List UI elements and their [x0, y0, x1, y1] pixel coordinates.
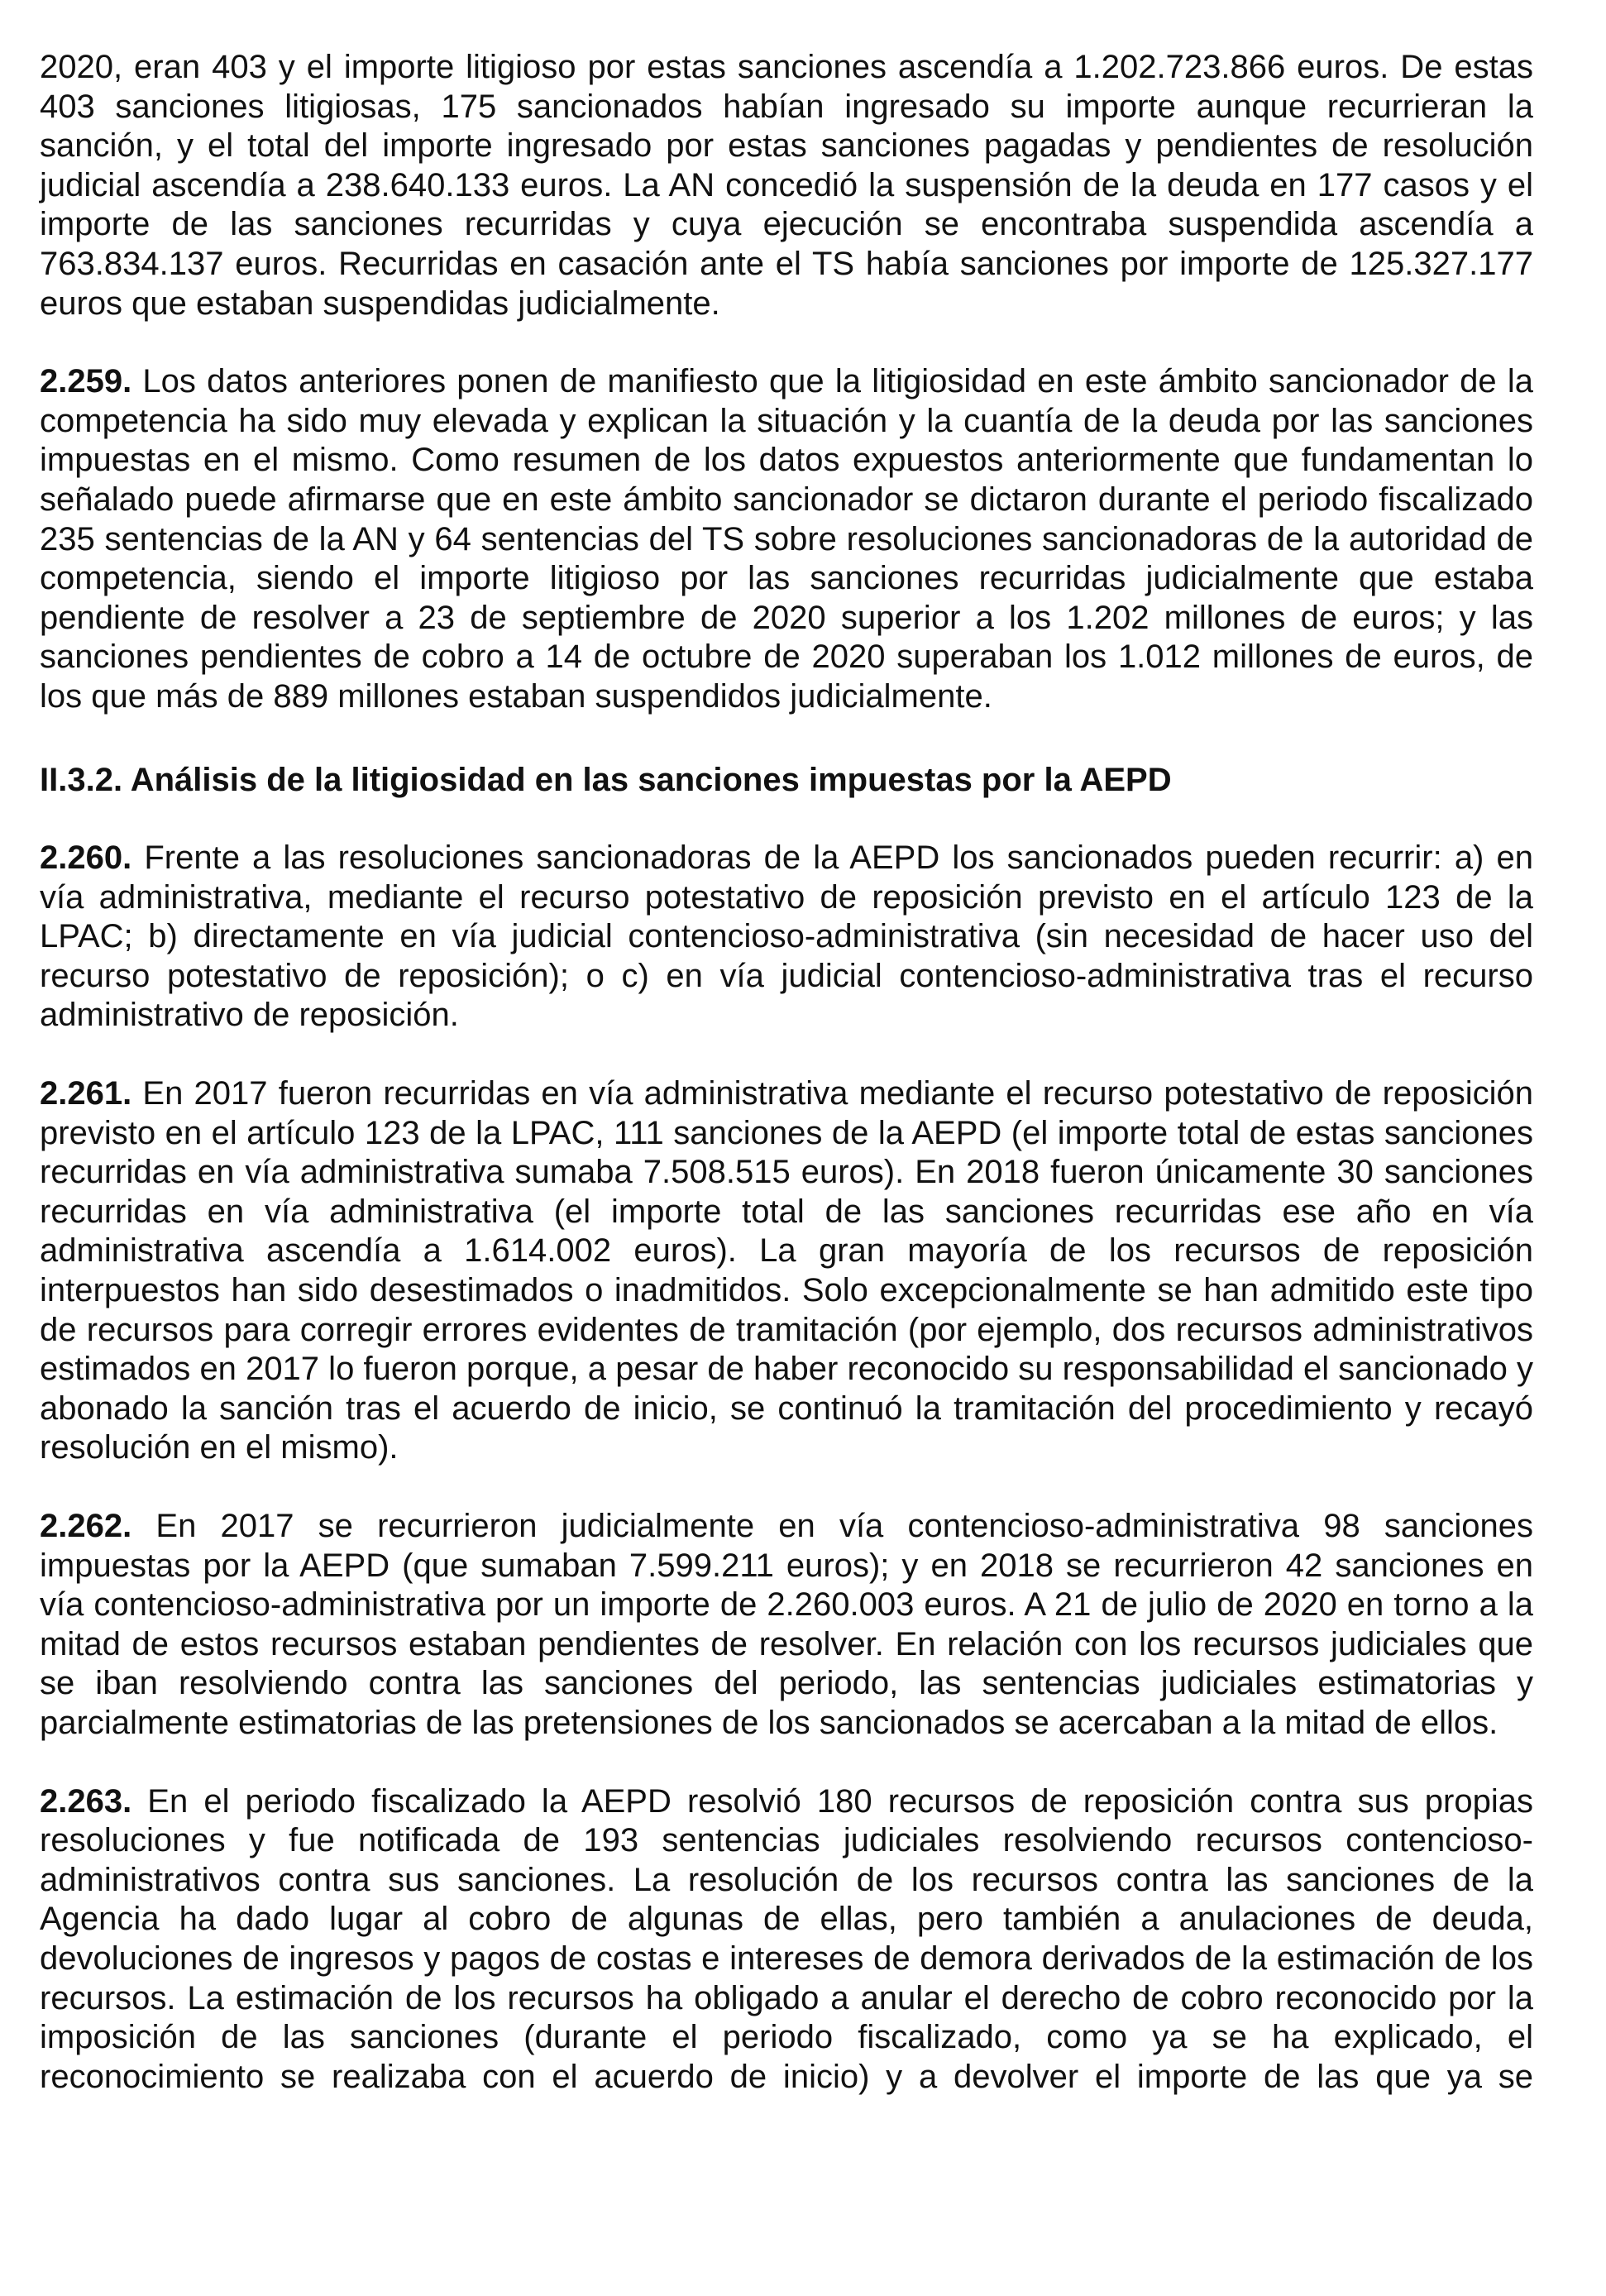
paragraph-number: 2.260. [40, 839, 132, 877]
paragraph-number: 2.259. [40, 363, 132, 400]
paragraph-number: 2.263. [40, 1782, 132, 1820]
paragraph-text: Frente a las resoluciones sancionadoras de la AEPD los sancionados pueden recurrir: a) en vía administrativa, mediante el recurso potestativo de reposición previsto en el artículo 123 de la LPAC; b) directamente en vía judicial contencioso-administrativa (sin necesidad de hacer uso del recurso potestativo de reposición); o c) en vía judicial contencioso-administrativa tras el recurso administrativo de reposición. [40, 839, 1533, 1034]
paragraph-2-260 [40, 839, 1533, 1036]
section-heading: II.3.2. Análisis de la litigiosidad en las sanciones impuestas por la AEPD [40, 761, 1172, 798]
paragraph-text: En 2017 fueron recurridas en vía administrativa mediante el recurso potestativo de reposición previsto en el artículo 123 de la LPAC, 111 sanciones de la AEPD (el importe total de estas sanciones recurridas en vía administrativa sumaba 7.508.515 euros). En 2018 fueron únicamente 30 sanciones recurridas en vía administrativa (el importe total de las sanciones recurridas ese año en vía administrativa ascendía a 1.614.002 euros). La gran mayoría de los recursos de reposición interpuestos han sido desestimados o inadmitidos. Solo excepcionalmente se han admitido este tipo de recursos para corregir errores evidentes de tramitación (por ejemplo, dos recursos administrativos estimados en 2017 lo fueron porque, a pesar de haber reconocido su responsabilidad el sancionado y abonado la sanción tras el acuerdo de inicio, se continuó la tramitación del procedimiento y recayó resolución en el mismo). [40, 1075, 1533, 1466]
paragraph-2-263 [40, 1782, 1533, 2097]
paragraph-text: En 2017 se recurrieron judicialmente en vía contencioso-administrativa 98 sanciones impuestas por la AEPD (que sumaban 7.599.211 euros); y en 2018 se recurrieron 42 sanciones en vía contencioso-administrativa por un importe de 2.260.003 euros. A 21 de julio de 2020 en torno a la mitad de estos recursos estaban pendientes de resolver. En relación con los recursos judiciales que se iban resolviendo contra las sanciones del periodo, las sentencias judiciales estimatorias y parcialmente estimatorias de las pretensiones de los sancionados se acercaban a la mitad de ellos. [40, 1508, 1533, 1741]
paragraph-text: Los datos anteriores ponen de manifiesto que la litigiosidad en este ámbito sancionador de la competencia ha sido muy elevada y explican la situación y la cuantía de la deuda por las sanciones impuestas en el mismo. Como resumen de los datos expuestos anteriormente que fundamentan lo señalado puede afirmarse que en este ámbito sancionador se dictaron durante el periodo fiscalizado 235 sentencias de la AN y 64 sentencias del TS sobre resoluciones sancionadoras de la autoridad de competencia, siendo el importe litigioso por las sanciones recurridas judicialmente que estaba pendiente de resolver a 23 de septiembre de 2020 superior a los 1.202 millones de euros; y las sanciones pendientes de cobro a 14 de octubre de 2020 superaban los 1.012 millones de euros, de los que más de 889 millones estaban suspendidos judicialmente. [40, 363, 1533, 715]
paragraph-text: 2020, eran 403 y el importe litigioso por estas sanciones ascendía a 1.202.723.866 euros. De estas 403 sanciones litigiosas, 175 sancionados habían ingresado su importe aunque recurrieran la sanción, y el total del importe ingresado por estas sanciones pagadas y pendientes de resolución judicial ascendía a 238.640.133 euros. La AN concedió la suspensión de la deuda en 177 casos y el importe de las sanciones recurridas y cuya ejecución se encontraba suspendida ascendía a 763.834.137 euros. Recurridas en casación ante el TS había sanciones por importe de 125.327.177 euros que estaban suspendidas judicialmente. [40, 49, 1533, 322]
document-page [40, 48, 1533, 2097]
paragraph-2-259 [40, 362, 1533, 716]
paragraph-2-262 [40, 1507, 1533, 1744]
paragraph-text: En el periodo fiscalizado la AEPD resolvió 180 recursos de reposición contra sus propias resoluciones y fue notificada de 193 sentencias judiciales resolviendo recursos contencioso-administrativos contra sus sanciones. La resolución de los recursos contra las sanciones de la Agencia ha dado lugar al cobro de algunas de ellas, pero también a anulaciones de deuda, devoluciones de ingresos y pagos de costas e intereses de demora derivados de la estimación de los recursos. La estimación de los recursos ha obligado a anular el derecho de cobro reconocido por la imposición de las sanciones (durante el periodo fiscalizado, como ya se ha explicado, el reconocimiento se realizaba con el acuerdo de inicio) y a devolver el importe de las que ya se [40, 1782, 1533, 2095]
paragraph-number: 2.262. [40, 1508, 132, 1544]
paragraph-continuation [40, 48, 1533, 323]
paragraph-number: 2.261. [40, 1075, 132, 1112]
paragraph-2-261 [40, 1074, 1533, 1468]
